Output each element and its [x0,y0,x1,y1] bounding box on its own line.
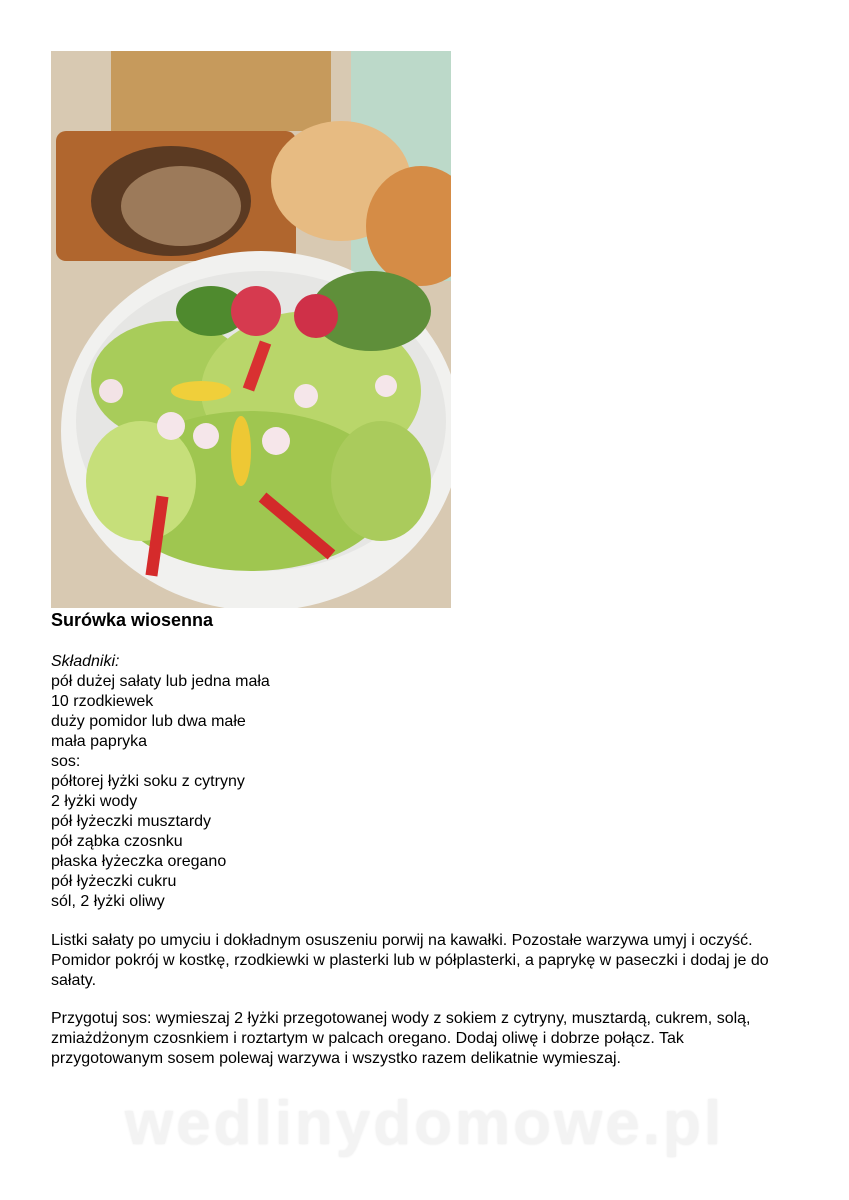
watermark: wedlinydomowe.pl [124,1089,725,1158]
ingredient-item: pół dużej sałaty lub jedna mała [51,673,270,690]
instructions-paragraph-1: Listki sałaty po umyciu i dokładnym osuszeniu porwij na kawałki. Pozostałe warzywa umyj i oczyść. Pomidor pokrój w kostkę, rzodkiewki w plasterki lub w półplasterki, a paprykę w paseczki i dodaj je do sałaty. [51,932,769,989]
recipe-title: Surówka wiosenna [51,610,214,630]
ingredients-label: Składniki: [51,653,120,670]
ingredient-item: sól, 2 łyżki oliwy [51,893,165,910]
ingredient-item: płaska łyżeczka oregano [51,853,227,870]
ingredients-list [51,672,270,912]
ingredient-item: pół ząbka czosnku [51,833,183,850]
ingredient-item: sos: [51,753,81,770]
ingredient-item: pół łyżeczki musztardy [51,813,212,830]
ingredients-section [51,652,270,912]
instructions-paragraph-2: Przygotuj sos: wymieszaj 2 łyżki przegotowanej wody z sokiem z cytryny, musztardą, cukrem, solą, zmiażdżonym czosnkiem i roztartym w palcach oregano. Dodaj oliwę i dobrze połącz. Tak przygotowanym sosem polewaj warzywa i wszystko razem delikatnie wymieszaj. [51,1010,751,1067]
ingredient-item: półtorej łyżki soku z cytryny [51,773,245,790]
salad-photo [51,51,451,608]
ingredient-item: 2 łyżki wody [51,793,138,810]
ingredient-item: 10 rzodkiewek [51,693,154,710]
ingredient-item: duży pomidor lub dwa małe [51,713,246,730]
ingredient-item: pół łyżeczki cukru [51,873,177,890]
ingredient-item: mała papryka [51,733,148,750]
